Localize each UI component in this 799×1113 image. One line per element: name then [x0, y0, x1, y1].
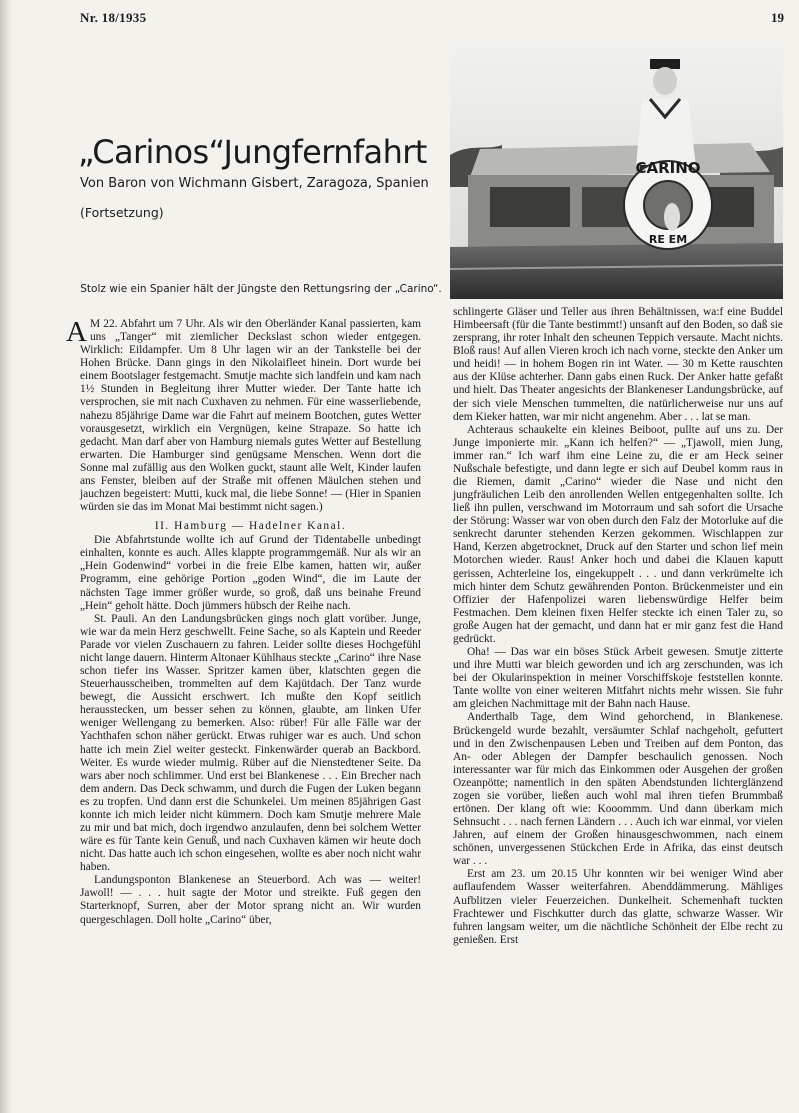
section-heading: II. Hamburg — Hadelner Kanal.: [154, 520, 347, 533]
paragraph: schlingerte Gläser und Teller aus ihren Behältnissen, wa:f eine Buddel Himbeersaft (für die Tante bestimmt!) unsanft auf den Boden, so daß sie zersprang, ihr roter Inhalt den scheunen Teppich versaute. Macht nichts. Bloß raus! Auf allen Vieren kroch ich nach vorne, steckte den Anker um und heidi! — in hohem Bogen rin int Water. — 30 m Kette rauschten aus der Klüse achterher. Dann gabs einen Ruck. Der Anker hatte gefaßt und hielt. Das Theater angesichts der Blankeneser Landungsbrücke, auf der sich viele Menschen tummelten, die natürlicherweise nur uns auf dem Kieker hatten, war mir nicht angenehm. Aber . . . lat se man.: [453, 306, 783, 423]
lifebuoy-label-bottom: RE EM: [648, 233, 688, 246]
paragraph: Die Abfahrtstunde wollte ich auf Grund der Tidentabelle unbedingt einhalten, konnte es auch. Alles klappte programmgemäß. Nur als wir an „Hein Godenwind“ vorbei in die freie Elbe kamen, hatten wir, außer Programm, eine gehörige Portion „goden Wind“, die im Laute der nächsten Tage immer größer wurde, so groß, daß uns beinahe Freund „Hein“ geholt hätte. Doch jümmers hübsch der Reihe nach.: [80, 534, 421, 612]
paragraph: Oha! — Das war ein böses Stück Arbeit gewesen. Smutje zitterte und ihre Mutti war bleich geworden und ich arg zerschunden, was ich bei der Okularinspektion in meiner Vorschiffskoje feststellen konnte. Tante wollte von einer weiteren Mitfahrt nichts mehr wissen. Sie fuhr am gleichen Nachmittage mit der Bahn nach Hause.: [453, 646, 783, 711]
paragraph: [66, 316, 421, 514]
article-title: „Carinos“Jungfernfahrt: [78, 133, 427, 171]
page-number: 19: [771, 10, 784, 25]
scan-edge-shadow: [0, 0, 12, 1113]
paragraph: Achteraus schaukelte ein kleines Beiboot, pullte auf uns zu. Der Junge imponierte mir. „Kann ich helfen?“ — „Tjawoll, mien Jung, immer ran.“ Ich warf ihm eine Leine zu, die er am Heck seiner Nußschale befestigte, und dann legte er sich auf Deubel komm raus in die Riemen, damit „Carino“ wieder die Nase und nicht den jungfräulichen Leib den anrollenden Wellen entgegenhalten sollte. Ich ließ ihn pullen, verschwand im Motorraum und sah sofort die Ursache der Störung: Wasser war von oben durch den Falz der Motorluke auf die senkrecht darunter stehenden Kerzen gekommen. Wischlappen zur Hand, Kerzen abgetrocknet, Druck auf den Starter und schon lief mein Motorchen wieder. Raus! Anker hoch und dabei die Klauen kaputt gerissen, Achterleine los, eingekuppelt . . . und dann verkrümelte ich mich hinter dem Schutz gewährenden Ponton. Brückenmeister und ein Offizier der Hafenpolizei waren liebenswürdige Helfer beim Festmachen. Dem kleinen fixen Helfer steckte ich einen Taler zu, so große Augen hat der gemacht, und dann hat er mir ganz fest die Hand gedrückt.: [453, 423, 783, 645]
article-byline: Von Baron von Wichmann Gisbert, Zaragoza, Spanien: [80, 176, 429, 191]
text-column-left: [66, 316, 421, 927]
text-column-right: [453, 306, 783, 947]
paragraph-text: M 22. Abfahrt um 7 Uhr. Als wir den Oberländer Kanal passierten, kam uns „Tanger“ mit ziemlicher Deckslast schon wieder entgegen. Wirklich: Eildampfer. Um 8 Uhr lagen wir an der Tankstelle bei der Hohen Brücke. Dann gings in den Nikolaifleet hinein. Dort wurde bei einem Bootslager festgemacht. Smutje machte sich landfein und kam nach 1½ Stunden in Begleitung ihrer Mutter wieder. Der Tante hatte ich versprochen, sie mit nach Cuxhaven zu nehmen. Für eine wasserliebende, nahezu 85jährige Dame war die Fahrt auf meinem Bootchen, gutes Wetter vorausgesetzt, wirklich ein Vergnügen, keine Strapaze. So hatte ich gedacht. Man darf aber von Hamburg niemals gutes Wetter auf Bestellung erwarten. Die Hamburger sind genügsame Menschen. Wenn dort die Sonne mal zufällig aus den Wolken guckt, staunt alle Welt, Kinder laufen ans Fenster, bleiben auf der Straße mit offenen Mäulchen stehen und jauchzen begeistert: Mutti, kuck mal, die liebe Sonne! — (Hier in Spanien würden sie das im Monat Mai bestimmt nicht sagen.): [80, 318, 421, 514]
boy-with-lifebuoy-photo: [450, 47, 783, 299]
photo-caption: Stolz wie ein Spanier hält der Jüngste den Rettungsring der „Carino“.: [80, 283, 442, 295]
paragraph: Erst am 23. um 20.15 Uhr konnten wir bei weniger Wind aber auflaufendem Wasser weiterfahren. Abenddämmerung. Mähliges Aufblitzen vieler Feuerzeichen. Dunkelheit. Schemenhaft tuckten Frachtewer und Fischkutter durch das glatte, schwarze Wasser. Wir fuhren langsam weiter, um die nächtliche Schönheit der Elbe recht zu genießen. Erst: [453, 868, 783, 946]
lifebuoy-label: CARINO: [635, 159, 701, 177]
paragraph: Landungsponton Blankenese an Steuerbord. Ach was — weiter! Jawoll! — . . . huit sagte der Motor und streikte. Fuß gegen den Starterknopf, Surren, aber der Motor sprang nicht an. Wir wurden quergeschlagen. Doll holte „Carino“ über,: [80, 874, 421, 926]
paragraph: St. Pauli. An den Landungsbrücken gings noch glatt vorüber. Junge, wie war da mein Herz geschwellt. Feine Sache, so als Kaptein und Reeder Parade vor vielen Zuschauern zu fahren. Leider sollte dieses Hochgefühl nicht lange dauern. Hinterm Altonaer Kühlhaus steckte „Carino“ ihre Nase schon tiefer ins Wasser. Spritzer kamen über, klatschten gegen die Steuerhausscheiben, trommelten auf dem Kajütdach. Der Tanz wurde bewegt, die Aussicht erschwert. Ich mußte den Kopf seitlich herausstecken, um besser sehen zu können, glaubte, am linken Ufer weniger Wellengang zu bemerken. Also: rüber! Für alle Fälle war der Yachthafen schon näher gerückt. Etwas ruhiger war es auch. Und schon hatte ich mein Ziel weiter gesteckt. Finkenwärder querab an Backbord. Weiter. Es wurde wieder mulmig. Rüber auf die Nienstedtener Seite. Da wars aber noch schlimmer. Und erst bei Blankenese . . . Ein Brecher nach dem andern. Das Deck schwamm, und durch die Fugen der Luken begann es zu tropfen. Und dann erst die Schunkelei. Um meinen 85jährigen Gast konnte ich mich leider nicht kümmern. Doch kam Smutje mehrere Male zu mir und bat mich, doch irgendwo anzulaufen, denn bei solchem Wetter wäre es für Tante kein Genuß, und nach Cuxhaven kämen wir heute doch nicht. Das hatte auch ich schon eingesehen, wollte es aber noch nicht wahr haben.: [80, 612, 421, 874]
continuation-note: (Fortsetzung): [80, 205, 164, 220]
drop-cap: A: [66, 316, 87, 348]
paragraph: Anderthalb Tage, dem Wind gehorchend, in Blankenese. Brückengeld wurde bezahlt, versäumter Schlaf nachgeholt, gefuttert und in den Zwischenpausen Leben und Treiben auf dem Ponton, das An- oder Ablegen der Dampfer beschaulich genossen. Noch interessanter war für mich das Einkommen oder Ausgehen der großen Ozeanpötte; namentlich in den späten Abendstunden lichterglänzend zogen sie vorüber, ließen auch wohl mal ihren tiefen Brummbaß ertönen. Der klang oft wie: Kooommm. Und dann überkam mich Sehnsucht . . . nach fernen Ländern . . . Auch ich war einmal, vor vielen Jahren, auf einem der Großen hinausgeschwommen, nach einem schönen, unvergessenen Stückchen Erde in Afrika, das einst deutsch war . . .: [453, 711, 783, 868]
issue-number: Nr. 18/1935: [80, 10, 147, 25]
